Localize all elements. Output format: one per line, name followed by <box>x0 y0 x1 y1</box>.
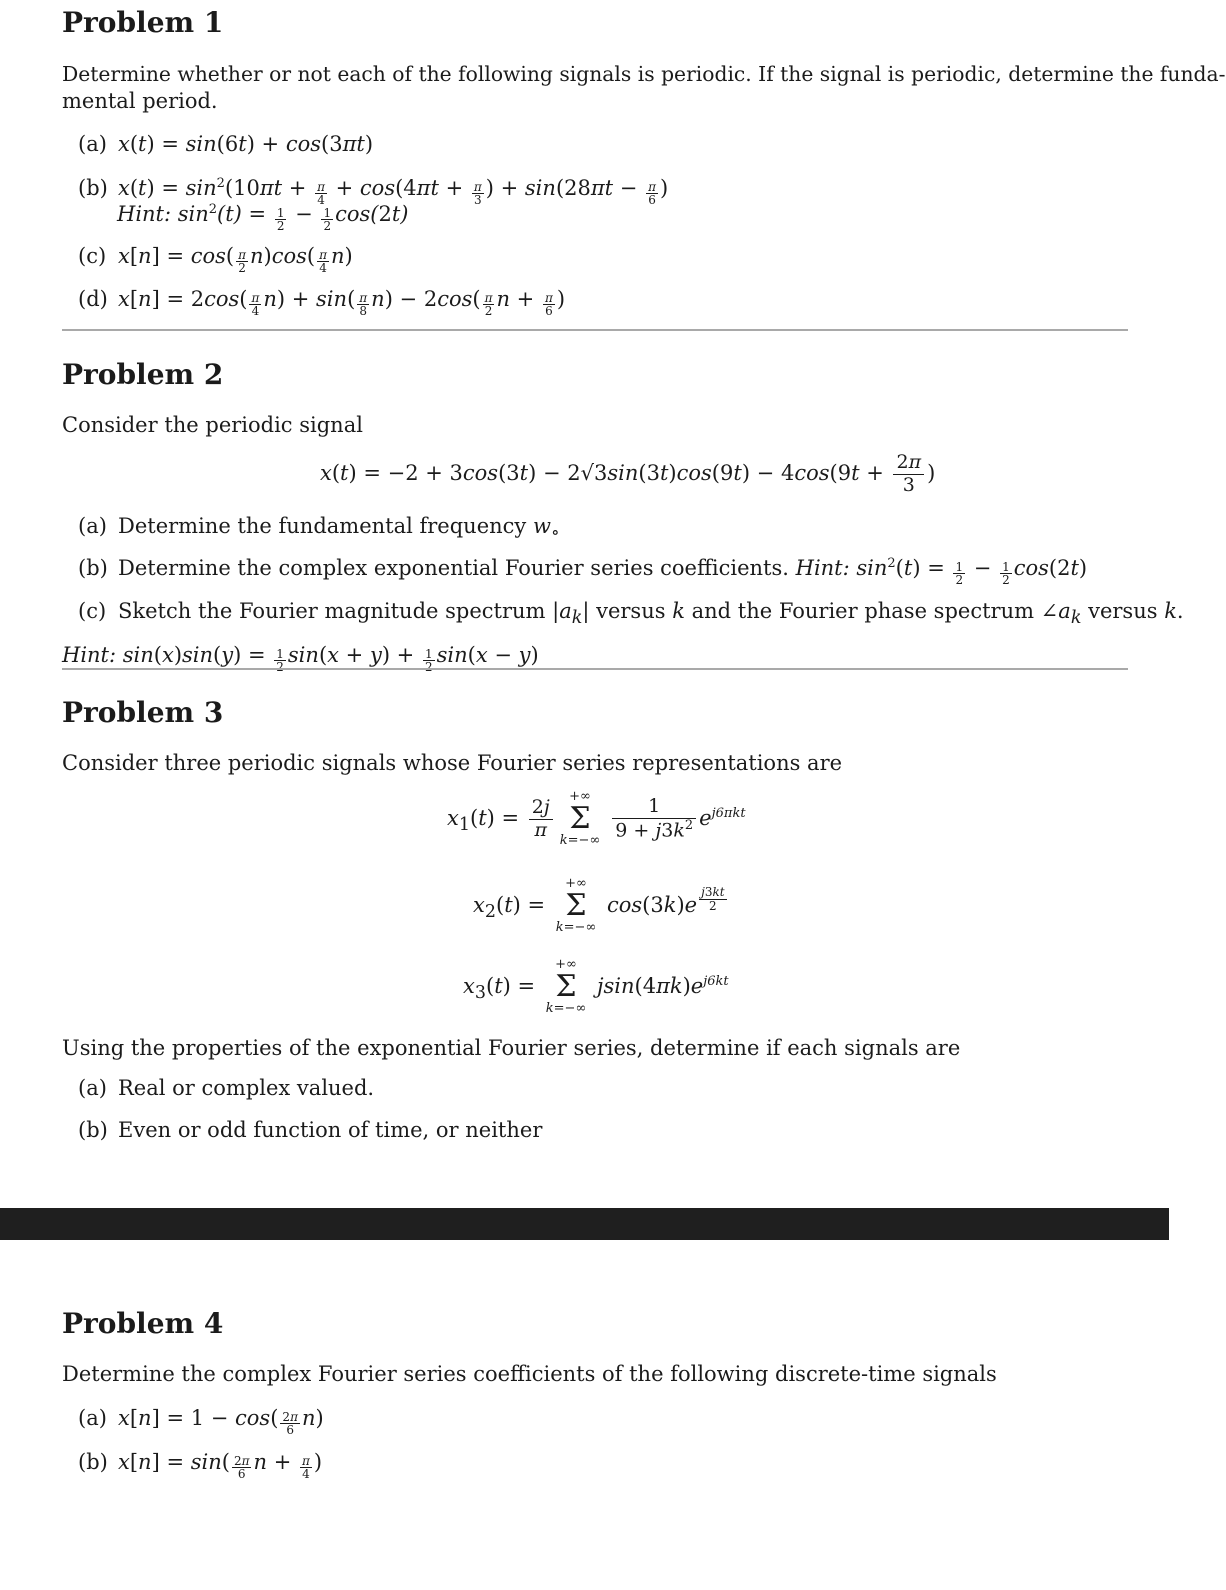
problem-1-item-c: (c) x[n] = cos( $\frac{\pi}{2}$ n)cos( $\frac{\pi}{4}$ n) <box>78 244 353 276</box>
problem-2-heading: Problem 2 <box>62 358 224 391</box>
item-label: (c) <box>78 599 107 623</box>
problem-4-item-b: (b) x[n] = sin( $\frac{2\pi}{6}$ n + $\frac{\pi}{4}$ ) <box>78 1450 323 1482</box>
problem-1-item-b: (b) $x(t) = \sin^2(10\pi t$ + $\frac{\pi}{4}$ + cos(4πt + $\frac{\pi}{3}$ ) + sin(28πt − $\frac{\pi}{6}$ ) <box>78 176 669 208</box>
problem-4-heading: Problem 4 <box>62 1307 224 1340</box>
problem-1-intro-line1: Determine whether or not each of the following signals is periodic. If the signal is periodic, determine the funda- <box>62 62 1226 86</box>
problem-2-hint: Hint: sin(x)sin(y) = 1 sin(x + y) + 1 sin(x − y) <box>62 643 539 667</box>
problem-2-equation: x(t) = −2 + 3cos(3t) − 2√3sin(3t)cos(9t) − 4cos(9t + $\frac{2\pi}{3}$ ) <box>320 451 936 496</box>
problem-2-intro: Consider the periodic signal <box>62 413 363 437</box>
problem-3-heading: Problem 3 <box>62 696 224 729</box>
item-label: (a) <box>78 514 107 538</box>
problem-1-item-d: (d) x[n] = 2cos( $\frac{\pi}{4}$ n) + sin( $\frac{\pi}{8}$ n) − 2cos( $\frac{\pi}{2}$ n + $\frac{\pi}{6}$ ) <box>78 287 566 319</box>
problem-3-item-b <box>78 1118 542 1143</box>
item-label: (a) <box>78 1406 107 1430</box>
problem-1-intro-line2: mental period. <box>62 89 218 113</box>
page-separator-band <box>0 1208 1169 1240</box>
item-label: (d) <box>78 287 108 311</box>
problem-3-equation-1: $x_1(t)$ = $\frac{2j}{\pi}$ +∞ Σ k=−∞ $\frac{1}{9 + j3k^2}$ $e^{j6\pi kt}$ <box>447 789 746 849</box>
problem-3-equation-3: $x_3(t)$ = +∞ Σ k=−∞ $jsin(4\pi k)e^{j6kt}$ <box>463 957 729 1017</box>
problem-3-after: Using the properties of the exponential Fourier series, determine if each signals are <box>62 1036 961 1060</box>
item-label: (c) <box>78 244 107 268</box>
item-label: (a) <box>78 132 107 156</box>
item-label: (b) <box>78 1450 108 1474</box>
problem-1-item-b-hint: Hint: $\sin^2(t)$ = $\frac{1}{2}$ − $\frac{1}{2}$ cos(2t) <box>117 202 409 234</box>
item-label: (a) <box>78 1076 107 1100</box>
problem-3-equation-2: $x_2(t)$ = +∞ Σ k=−∞ cos(3k)e $^{\frac{j3kt}{2}}$ <box>473 876 725 936</box>
problem-1-item-a: (a) x(t) = sin(6t) + cos(3πt) <box>78 132 374 156</box>
divider-2 <box>62 668 1128 670</box>
problem-1-heading: Problem 1 <box>62 6 224 39</box>
item-label: (b) <box>78 1118 108 1142</box>
divider-1 <box>62 329 1128 331</box>
item-text: Determine the complex exponential Fourier series coefficients. <box>118 556 789 580</box>
item-label: (b) <box>78 556 108 580</box>
problem-2-item-b: (b) Determine the complex exponential Fourier series coefficients. Hint: $\sin^2(t)$ = $\frac{1}{2}$ − $\frac{1}{2}$ cos(2t) <box>78 556 1088 588</box>
problem-3-intro: Consider three periodic signals whose Fourier series representations are <box>62 751 843 775</box>
problem-2-item-a: (a) Determine the fundamental frequency $w_\circ$ <box>78 514 560 544</box>
item-text: Even or odd function of time, or neither <box>118 1118 543 1142</box>
problem-2-item-c: (c) Sketch the Fourier magnitude spectrum $|a_k|$ versus k and the Fourier phase spectrum $\angle a_k$ versus k. <box>78 599 1184 629</box>
problem-4-intro: Determine the complex Fourier series coefficients of the following discrete-time signals <box>62 1362 997 1386</box>
item-text: Real or complex valued. <box>118 1076 375 1100</box>
problem-3-item-a <box>78 1076 374 1101</box>
problem-4-item-a: (a) x[n] = 1 − cos( $\frac{2\pi}{6}$ n) <box>78 1406 324 1438</box>
item-label: (b) <box>78 176 108 200</box>
